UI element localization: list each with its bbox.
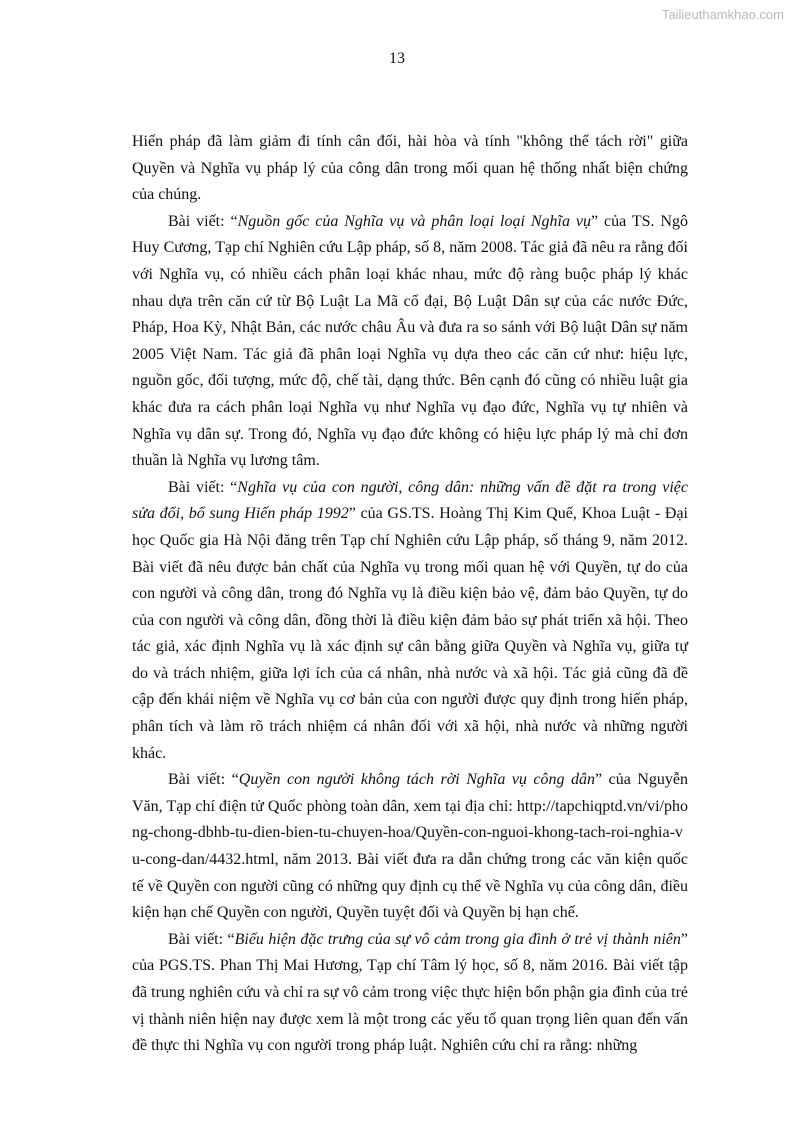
paragraph-body: ” của GS.TS. Hoàng Thị Kim Quế, Khoa Luật - Đại học Quốc gia Hà Nội đăng trên Tạp chí Nghiên cứu Lập pháp, số tháng 9, năm 2012. Bài viết đã nêu được bản chất của Nghĩa vụ trong mối quan hệ với Quyền, tự do của con người và công dân, trong đó Nghĩa vụ là điều kiện bảo vệ, đảm bảo Quyền, tự do của con người và công dân, đồng thời là điều kiện đảm bảo sự phát triển xã hội. Theo tác giả, xác định Nghĩa vụ là xác định sự cân bằng giữa Quyền và Nghĩa vụ, giữa tự do và trách nhiệm, giữa lợi ích của cá nhân, nhà nước và xã hội. Tác giả cũng đã đề cập đến khái niệm về Nghĩa vụ cơ bản của con người được quy định trong hiến pháp, phân tích và làm rõ trách nhiệm cá nhân đối với xã hội, nhà nước và những người khác.: [132, 505, 688, 762]
article-url: http://tapchiqptd.vn/vi/phong-chong-dbhb-tu-dien-bien-tu-chuyen-hoa/Quyền-con-nguoi-khong-tach-roi-nghia-vu-cong-dan/4432.html: [132, 797, 688, 869]
paragraph-article-4: [132, 927, 688, 1060]
page-number: 13: [389, 50, 405, 67]
paragraph-body-end: , năm 2013. Bài viết đưa ra dẫn chứng trong các văn kiện quốc tế về Quyền con người cũng có những quy định cụ thể về Nghĩa vụ của công dân, điều kiện hạn chế Quyền con người, Quyền tuyệt đối và Quyền bị hạn chế.: [132, 851, 688, 922]
article-title: Biểu hiện đặc trưng của sự vô cảm trong gia đình ở trẻ vị thành niên: [234, 930, 681, 948]
paragraph-lead: Bài viết: “: [168, 212, 238, 230]
paragraph-body: ” của Nguyễn Văn, Tạp chí điện tử Quốc phòng toàn dân, xem tại địa chỉ:: [132, 771, 688, 815]
watermark: Tailieuthamkhao.com: [661, 7, 784, 22]
paragraph-article-3: [132, 767, 688, 927]
paragraph-article-1: [132, 209, 688, 475]
article-title: Nguồn gốc của Nghĩa vụ và phân loại loại Nghĩa vụ: [237, 212, 591, 230]
paragraph-lead: Bài viết: “: [168, 930, 235, 948]
article-title: Nghĩa vụ của con người, công dân: những vấn đề đặt ra trong việc sửa đổi, bổ sung Hiến pháp 1992: [132, 478, 688, 523]
article-title: Quyền con người không tách rời Nghĩa vụ công dân: [238, 771, 596, 789]
paragraph-body: ” của PGS.TS. Phan Thị Mai Hương, Tạp chí Tâm lý học, số 8, năm 2016. Bài viết tập đã trung nghiên cứu và chỉ ra sự vô cảm trong việc thực hiện bổn phận gia đình của trẻ vị thành niên hiện nay được xem là một trong các yếu tố quan trọng liên quan đến vấn đề thực thi Nghĩa vụ con người trong pháp luật. Nghiên cứu chỉ ra rằng: những: [132, 930, 689, 1055]
paragraph-lead: Bài viết: “: [168, 771, 239, 789]
paragraph-article-2: [132, 475, 688, 768]
paragraph-continuation: Hiến pháp đã làm giảm đi tính cân đối, hài hòa và tính "không thể tách rời" giữa Quyền và Nghĩa vụ pháp lý của công dân trong mối quan hệ thống nhất biện chứng của chúng.: [132, 133, 688, 204]
paragraph-lead: Bài viết: “: [168, 478, 238, 496]
paragraph-body: ” của TS. Ngô Huy Cương, Tạp chí Nghiên cứu Lập pháp, số 8, năm 2008. Tác giả đã nêu ra rằng đối với Nghĩa vụ, có nhiều cách phân loại khác nhau, mức độ ràng buộc pháp lý khác nhau dựa trên căn cứ từ Bộ Luật La Mã cổ đại, Bộ Luật Dân sự của các nước Đức, Pháp, Hoa Kỳ, Nhật Bản, các nước châu Âu và đưa ra so sánh với Bộ luật Dân sự năm 2005 Việt Nam. Tác giả đã phân loại Nghĩa vụ dựa theo các căn cứ như: hiệu lực, nguồn gốc, đối tượng, mức độ, chế tài, dạng thức. Bên cạnh đó cũng có nhiều luật gia khác đưa ra cách phân loại Nghĩa vụ như Nghĩa vụ đạo đức, Nghĩa vụ tự nhiên và Nghĩa vụ dân sự. Trong đó, Nghĩa vụ đạo đức không có hiệu lực pháp lý mà chỉ đơn thuần là Nghĩa vụ lương tâm.: [132, 212, 688, 470]
body-text: [132, 129, 688, 1060]
